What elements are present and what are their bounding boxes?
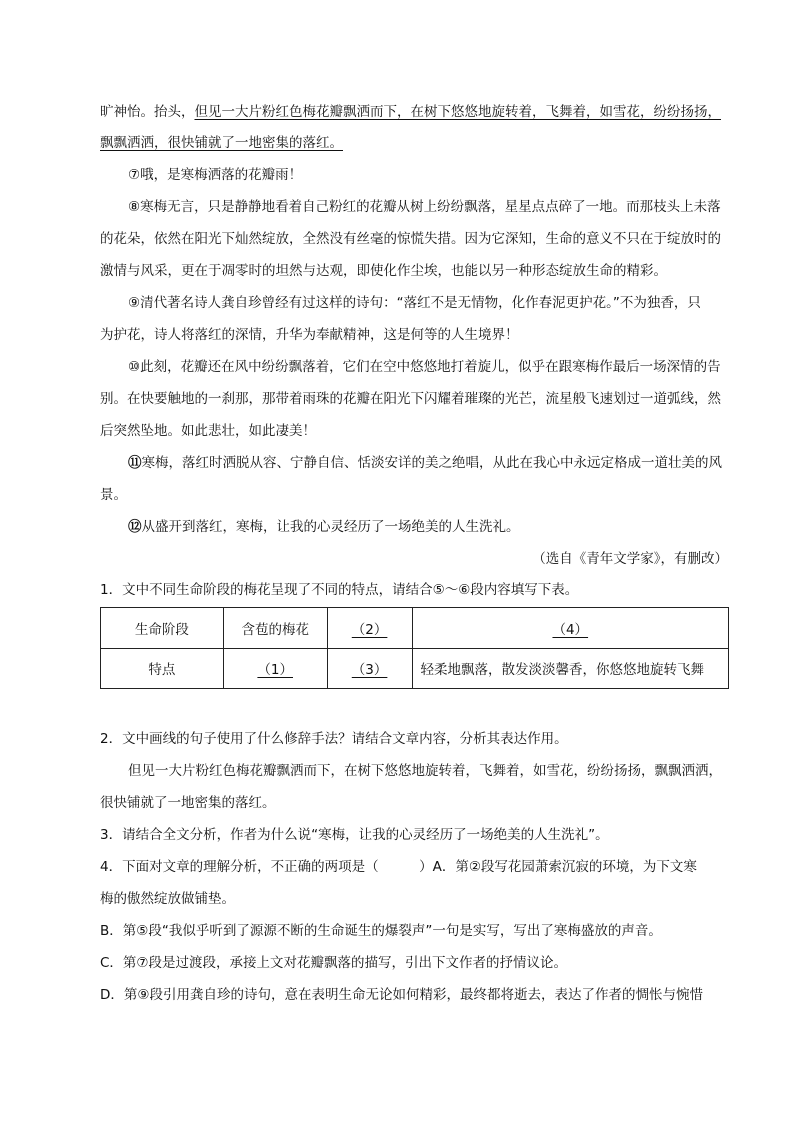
paragraph-11-line-1 [128, 453, 732, 473]
table-cell: 生命阶段 [101, 608, 224, 649]
paragraph-6-tail-line-2 [100, 133, 732, 153]
paragraph-11-text: 寒梅，落红时洒脱从容、宁静自信、恬淡安详的美之绝唱，从此在我心中永远定格成一道壮美的风 [141, 455, 722, 471]
paragraph-11-line-2: 景。 [100, 487, 127, 503]
table-cell: 特点 [101, 648, 224, 689]
life-stage-table [100, 607, 729, 689]
source-citation: （选自《青年文学家》，有删改） [532, 551, 728, 567]
answer-blank-3: （3） [327, 648, 412, 689]
paragraph-7: ⑦哦，是寒梅洒落的花瓣雨！ [128, 167, 303, 183]
paragraph-9-line-2: 为护花，诗人将落红的深情，升华为奉献精神，这是何等的人生境界！ [100, 327, 519, 343]
paragraph-9-line-1: ⑨清代著名诗人龚自珍曾经有过这样的诗句：“落红不是无情物，化作春泥更护花。”不为独香，只 [128, 295, 701, 311]
paragraph-6-tail-line-1 [100, 102, 732, 122]
paragraph-number-11: ⑪ [128, 455, 142, 471]
question-4-line-1: 4．下面对文章的理解分析，不正确的两项是（ ）A．第②段写花园萧索沉寂的环境，为下文寒 [100, 859, 697, 875]
question-2-quote-line-1: 但见一大片粉红色梅花瓣飘洒而下，在树下悠悠地旋转着，飞舞着，如雪花，纷纷扬扬，飘飘洒洒， [128, 763, 722, 779]
option-d: D．第⑨段引用龚自珍的诗句，意在表明生命无论如何精彩，最终都将逝去，表达了作者的惆怅与惋惜 [100, 987, 703, 1003]
underlined-sentence: 但见一大片粉红色梅花瓣飘洒而下，在树下悠悠地旋转着，飞舞着，如雪花，纷纷扬扬， [194, 104, 721, 120]
paragraph-6-text: 旷神怡。抬头， [100, 104, 195, 120]
table-cell: 含苞的梅花 [223, 608, 327, 649]
paragraph-10-line-1: ⑩此刻，花瓣还在风中纷纷飘落着，它们在空中悠悠地打着旋儿，似乎在跟寒梅作最后一场深情的告 [128, 359, 721, 375]
answer-blank-1: （1） [223, 648, 327, 689]
paragraph-10-line-2: 别。在快要触地的一刹那，那带着雨珠的花瓣在阳光下闪耀着璀璨的光芒，流星般飞速划过一道弧线，然 [100, 391, 721, 407]
option-b: B．第⑤段“我似乎听到了源源不断的生命诞生的爆裂声”一句是实写，写出了寒梅盛放的声音。 [100, 923, 662, 939]
question-2-quote-line-2: 很快铺就了一地密集的落红。 [100, 795, 276, 811]
question-2: 2．文中画线的句子使用了什么修辞手法？请结合文章内容，分析其表达作用。 [100, 731, 568, 747]
question-1: 1．文中不同生命阶段的梅花呈现了不同的特点，请结合⑤～⑥段内容填写下表。 [100, 582, 579, 598]
question-3: 3．请结合全文分析，作者为什么说“寒梅，让我的心灵经历了一场绝美的人生洗礼”。 [100, 827, 609, 843]
question-4-line-2: 梅的傲然绽放做铺垫。 [100, 891, 235, 907]
underlined-sentence-cont: 飘飘洒洒，很快铺就了一地密集的落红。 [100, 135, 343, 151]
table-row [101, 648, 729, 689]
option-c: C．第⑦段是过渡段，承接上文对花瓣飘落的描写，引出下文作者的抒情议论。 [100, 955, 568, 971]
paragraph-8-line-1: ⑧寒梅无言，只是静静地看着自己粉红的花瓣从树上纷纷飘落，星星点点碎了一地。而那枝头上未落 [128, 199, 721, 215]
table-row [101, 608, 729, 649]
paragraph-8-line-2: 的花朵，依然在阳光下灿然绽放，全然没有丝毫的惊慌失措。因为它深知，生命的意义不只在于绽放时的 [100, 231, 721, 247]
answer-blank-2: （2） [327, 608, 412, 649]
paragraph-8-line-3: 激情与风采，更在于凋零时的坦然与达观，即使化作尘埃，也能以另一种形态绽放生命的精彩。 [100, 263, 667, 279]
answer-blank-4: （4） [412, 608, 728, 649]
paragraph-12-text: 从盛开到落红，寒梅，让我的心灵经历了一场绝美的人生洗礼。 [141, 519, 520, 535]
paragraph-12 [128, 517, 732, 537]
table-cell: 轻柔地飘落，散发淡淡馨香，你悠悠地旋转飞舞 [412, 648, 728, 689]
paragraph-10-line-3: 后突然坠地。如此悲壮，如此凄美！ [100, 423, 316, 439]
paragraph-number-12: ⑫ [128, 519, 142, 535]
